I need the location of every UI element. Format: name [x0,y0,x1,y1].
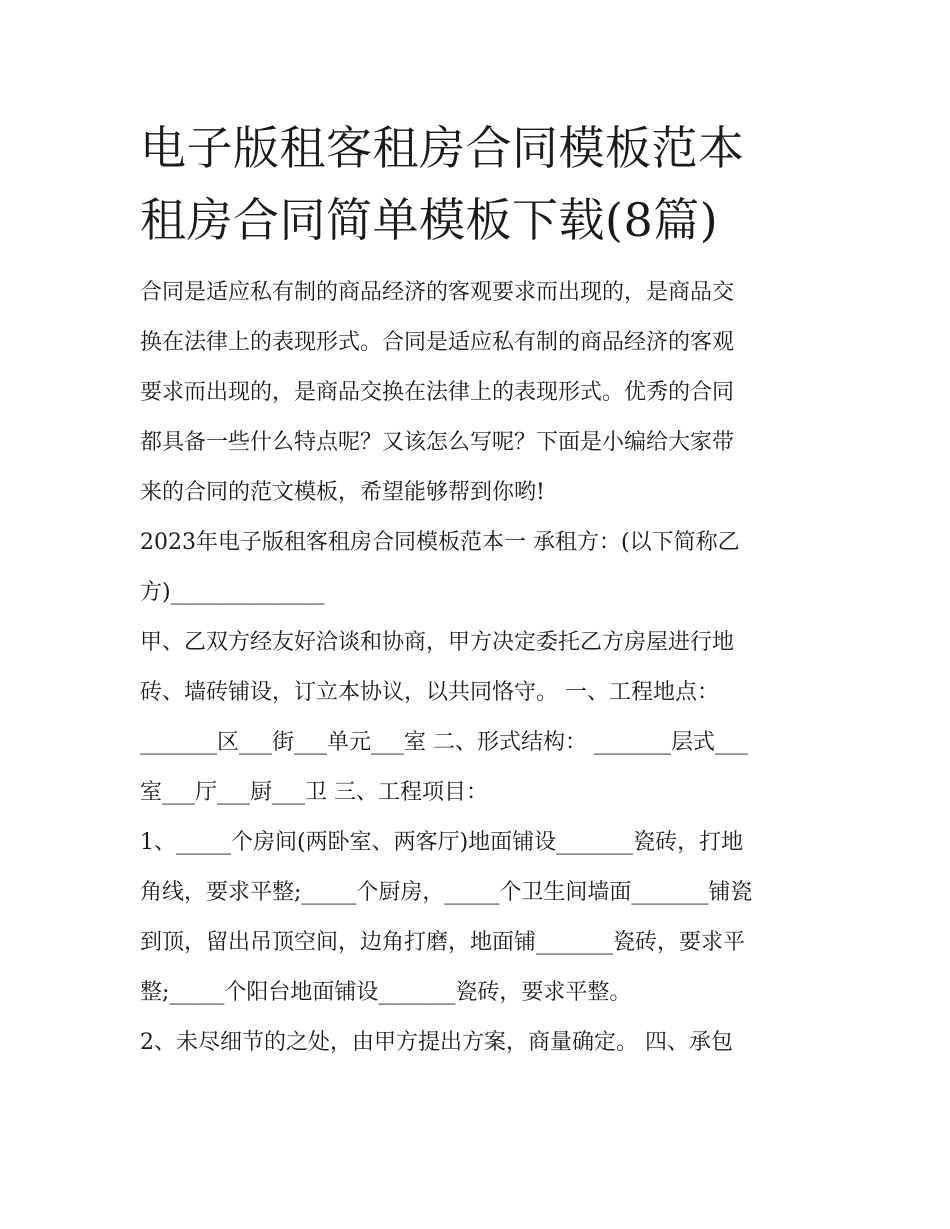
text-line: 室___厅___厨___卫 三、工程项目： [140,780,488,805]
document-page [140,112,820,1068]
document-title [140,112,820,256]
text-line: 2023年电子版租客租房合同模板范本一 承租方：(以下简称乙 [140,530,740,555]
text-line: 甲、乙双方经友好洽谈和协商，甲方决定委托乙方房屋进行地 [140,630,735,655]
text-line: 2、未尽细节的之处，由甲方提出方案，商量确定。 四、承包 [140,1030,733,1055]
text-line: 来的合同的范文模板，希望能够帮到你哟! [140,480,545,505]
document-body [140,268,820,1068]
text-line: _______区___街___单元___室 二、形式结构： _______层式___ [140,730,748,755]
text-line: 换在法律上的表现形式。合同是适应私有制的商品经济的客观 [140,330,735,355]
paragraph-agreement [140,618,820,818]
text-line: 整;_____个阳台地面铺设_______瓷砖，要求平整。 [140,980,632,1005]
text-line: 都具备一些什么特点呢？又该怎么写呢？下面是小编给大家带 [140,430,735,455]
title-line-2: 租房合同简单模板下载(8篇) [140,193,719,247]
title-line-1: 电子版租客租房合同模板范本 [140,121,745,175]
text-line: 方)______________ [140,580,325,605]
text-line: 砖、墙砖铺设，订立本协议，以共同恪守。 一、工程地点： [140,680,719,705]
paragraph-item-2 [140,1018,820,1068]
text-line: 角线，要求平整;_____个厨房，_____个卫生间墙面_______铺瓷 [140,880,753,905]
paragraph-item-1 [140,818,820,1018]
paragraph-intro [140,268,820,518]
paragraph-contract-header [140,518,820,618]
text-line: 到顶，留出吊顶空间，边角打磨，地面铺_______瓷砖，要求平 [140,930,746,955]
text-line: 合同是适应私有制的商品经济的客观要求而出现的，是商品交 [140,280,735,305]
text-line: 要求而出现的，是商品交换在法律上的表现形式。优秀的合同 [140,380,735,405]
text-line: 1、_____个房间(两卧室、两客厅)地面铺设_______瓷砖，打地 [140,830,744,855]
